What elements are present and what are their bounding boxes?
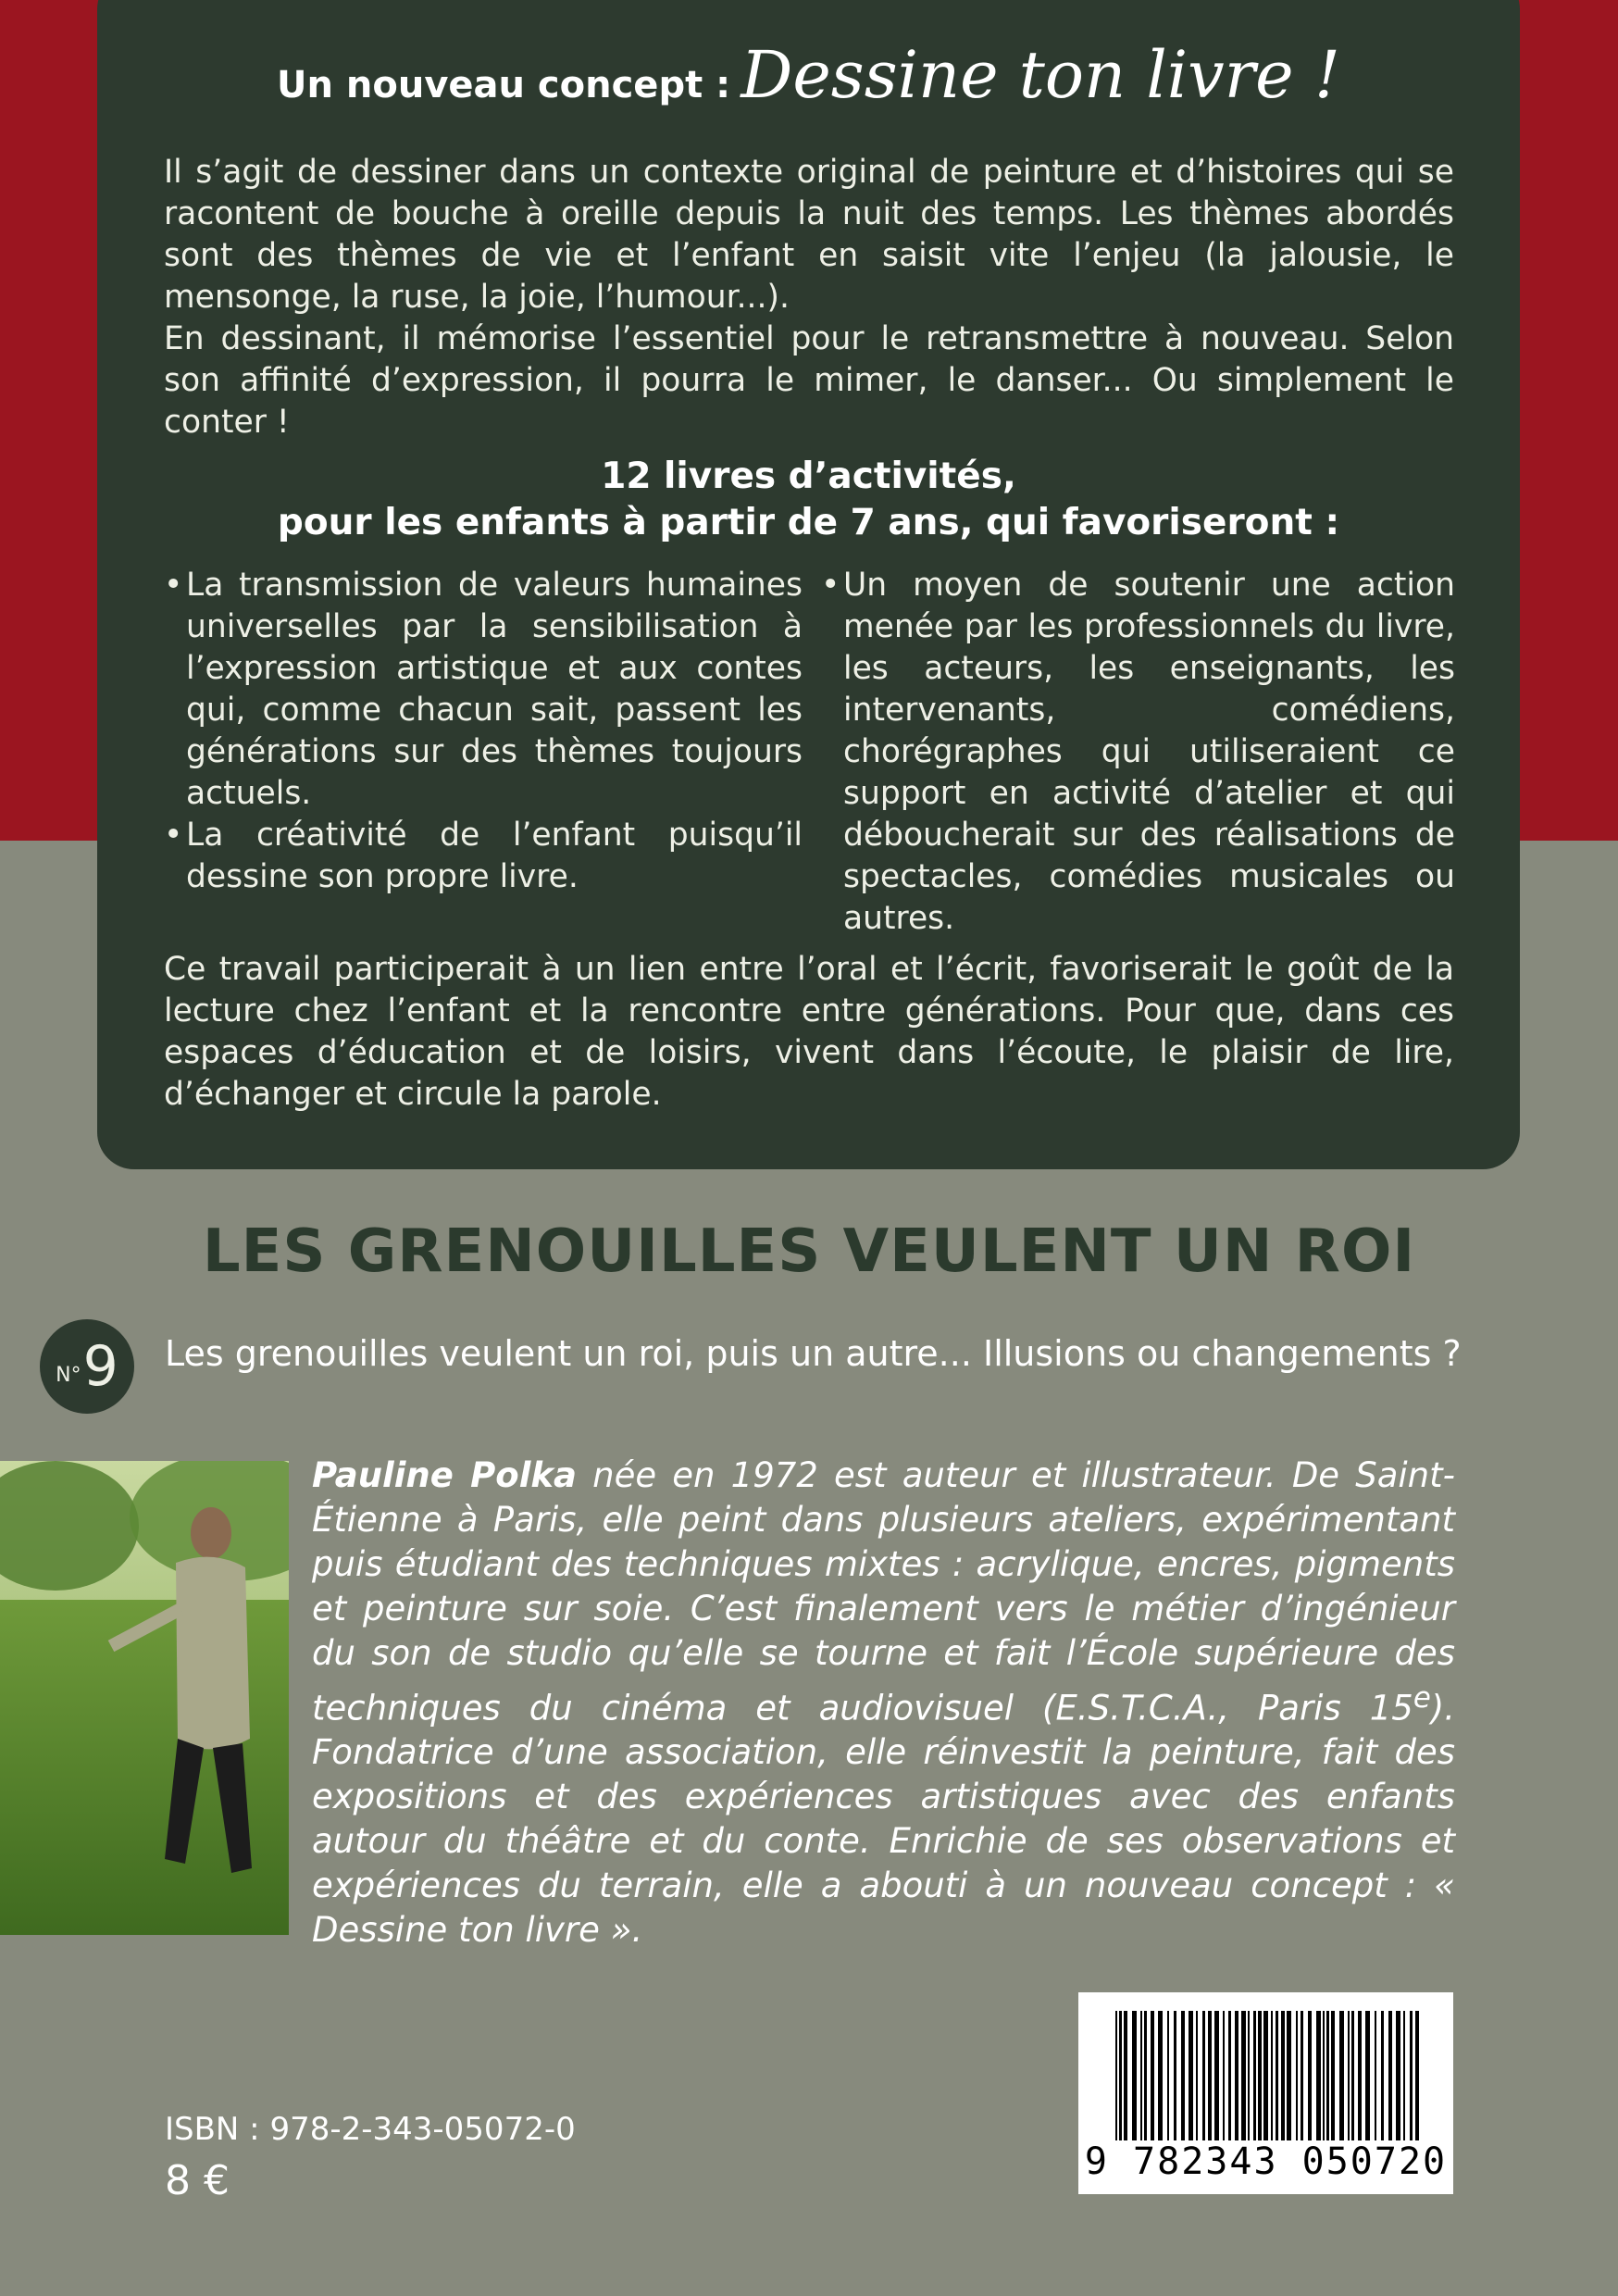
barcode-bar [1316, 2011, 1321, 2140]
concept-heading [97, 37, 1520, 113]
barcode-bar [1214, 2011, 1219, 2140]
bio-text: ). Fondatrice d’une association, elle réinvestit la peinture, fait des expositions et des expériences artistiques avec des enfants autour du théâtre et du conte. Enrichie de ses observations et expériences du terrain, elle a abouti à un nouveau concept : « Dessine ton livre ». [312, 1688, 1455, 1951]
barcode-bar [1348, 2011, 1350, 2140]
barcode-bar [1208, 2011, 1212, 2140]
barcode-bars [1078, 2011, 1453, 2159]
barcode-bar [1202, 2011, 1205, 2140]
barcode-bar [1263, 2011, 1268, 2140]
bullet-list-left [164, 565, 803, 898]
barcode-bar [1189, 2011, 1193, 2140]
list-item: • La créativité de l’enfant puisqu’il dessine son propre livre. [164, 815, 803, 898]
barcode-bar [1326, 2011, 1329, 2140]
barcode-bar [1248, 2011, 1250, 2140]
intro-paragraph: En dessinant, il mémorise l’essentiel pour le retransmettre à nouveau. Selon son affinité d’expression, il pourra le mimer, le danser... Ou simplement le conter ! [164, 320, 1454, 441]
barcode-bar [1365, 2011, 1370, 2140]
barcode-bar [1339, 2011, 1344, 2140]
barcode-bar [1396, 2011, 1400, 2140]
headline-line: 12 livres d’activités, [601, 455, 1016, 497]
barcode-bar [1308, 2011, 1312, 2140]
tagline: Les grenouilles veulent un roi, puis un autre... Illusions ou changements ? [165, 1333, 1462, 1374]
concept-script-title: Dessine ton livre ! [741, 37, 1340, 113]
barcode-bar [1151, 2011, 1154, 2140]
number-prefix: N° [56, 1363, 81, 1387]
book-title: LES GRENOUILLES VEULENT UN ROI [202, 1217, 1416, 1286]
barcode-bar [1223, 2011, 1225, 2140]
barcode-bar [1375, 2011, 1376, 2140]
barcode-bar [1228, 2011, 1231, 2140]
concept-lead: Un nouveau concept : [277, 64, 731, 106]
barcode-bar [1115, 2011, 1117, 2140]
barcode-bar [1281, 2011, 1285, 2140]
barcode-bar [1287, 2011, 1291, 2140]
barcode-bar [1181, 2011, 1185, 2140]
author-bio [312, 1454, 1455, 1953]
barcode-bar [1271, 2011, 1273, 2140]
barcode-bar [1415, 2011, 1419, 2140]
bio-text: née en 1972 est auteur et illustrateur. De Saint-Étienne à Paris, elle peint dans plusieurs ateliers, expérimentant puis étudiant des techniques mixtes : acrylique, encres, pigments et peinture sur soie. C’est finalement vers le métier d’ingénieur du son de studio qu’elle se tourne et fait l’École supérieure des techniques du cinéma et audiovisuel (E.S.T.C.A., Paris 15 [312, 1455, 1455, 1728]
concept-panel [97, 0, 1520, 1169]
barcode-bar [1403, 2011, 1405, 2140]
barcode [1078, 1992, 1453, 2194]
number-value: 9 [82, 1334, 118, 1399]
barcode-bar [1381, 2011, 1384, 2140]
isbn: ISBN : 978-2-343-05072-0 [165, 2111, 576, 2148]
barcode-bar [1253, 2011, 1256, 2140]
barcode-bar [1331, 2011, 1335, 2140]
barcode-bar [1301, 2011, 1303, 2140]
barcode-bar [1351, 2011, 1354, 2140]
barcode-digits: 9 782343 050720 [1084, 2140, 1448, 2183]
bio-superscript: e [1413, 1681, 1431, 1715]
barcode-bar [1144, 2011, 1147, 2140]
barcode-bar [1276, 2011, 1278, 2140]
barcode-bar [1167, 2011, 1169, 2140]
barcode-bar [1174, 2011, 1176, 2140]
barcode-bar [1119, 2011, 1122, 2140]
intro-text [164, 152, 1454, 443]
barcode-bar [1241, 2011, 1246, 2140]
activities-headline [97, 454, 1520, 546]
barcode-bar [1140, 2011, 1142, 2140]
closing-paragraph: Ce travail participerait à un lien entre l’oral et l’écrit, favoriserait le goût de la lecture chez l’enfant et la rencontre entre générations. Pour que, dans ces espaces d’éducation et de loisirs, vivent dans l’écoute, le plaisir de lire, d’échanger et circule la parole. [164, 951, 1454, 1113]
list-item: • La transmission de valeurs humaines universelles par la sensibilisation à l’expression artistique et aux contes qui, comme chacun sait, passent les générations sur des thèmes toujours actuels. [164, 565, 803, 815]
barcode-bar [1132, 2011, 1137, 2140]
author-name: Pauline Polka [312, 1455, 577, 1495]
barcode-bar [1258, 2011, 1262, 2140]
barcode-bar [1235, 2011, 1238, 2140]
bullet-list-right [821, 565, 1455, 940]
barcode-bar [1358, 2011, 1362, 2140]
price: 8 € [165, 2157, 230, 2204]
barcode-bar [1158, 2011, 1163, 2140]
barcode-bar [1296, 2011, 1298, 2140]
intro-paragraph: Il s’agit de dessiner dans un contexte original de peinture et d’histoires qui se racontent de bouche à oreille depuis la nuit des temps. Les thèmes abordés sont des thèmes de vie et l’enfant en saisit vite l’enjeu (la jalousie, le mensonge, la ruse, la joie, l’humour...). [164, 154, 1454, 316]
headline-line: pour les enfants à partir de 7 ans, qui favoriseront : [277, 502, 1340, 543]
barcode-bar [1196, 2011, 1198, 2140]
barcode-bar [1124, 2011, 1127, 2140]
barcode-bar [1323, 2011, 1325, 2140]
volume-number-badge [40, 1319, 134, 1414]
list-item: • Un moyen de soutenir une action menée par les professionnels du livre, les acteurs, les enseignants, les intervenants, comédiens, chorégraphes qui utiliseraient ce support en activité d’atelier et qui déboucherait sur des réalisations de spectacles, comédies musicales ou autres. [821, 565, 1455, 940]
barcode-bar [1388, 2011, 1392, 2140]
author-photo [0, 1461, 289, 1935]
barcode-bar [1410, 2011, 1413, 2140]
